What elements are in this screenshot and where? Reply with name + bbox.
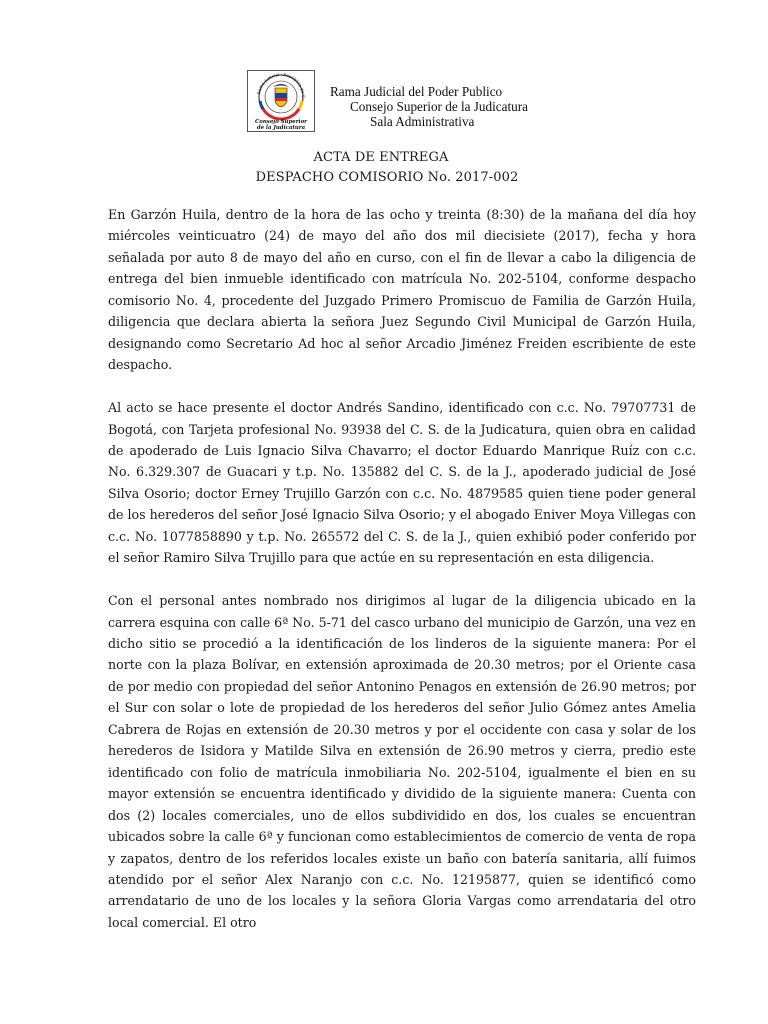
letterhead-line-2: Consejo Superior de la Judicatura [350, 99, 528, 114]
letterhead-line-1: Rama Judicial del Poder Publico [330, 84, 503, 99]
logo-ring-text: Rama Judicial · República de C [256, 71, 307, 98]
document-body [108, 204, 696, 955]
paragraph-1: En Garzón Huila, dentro de la hora de las ocho y treinta (8:30) de la mañana del día hoy miércoles veinticuatro (24) de mayo del año dos mil diecisiete (2017), fecha y hora señalada por auto 8 de mayo del año en curso, con el fin de llevar a cabo la diligencia de entrega del bien inmueble identificado con matrícula No. 202-5104, conforme despacho comisorio No. 4, procedente del Juzgado Primero Promiscuo de Familia de Garzón Huila, diligencia que declara abierta la señora Juez Segundo Civil Municipal de Garzón Huila, designando como Secretario Ad hoc al señor Arcadio Jiménez Freiden escribiente de este despacho. [108, 207, 696, 373]
paragraph-2: Al acto se hace presente el doctor Andrés Sandino, identificado con c.c. No. 79707731 de Bogotá, con Tarjeta profesional No. 93938 del C. S. de la Judicatura, quien obra en calidad de apoderado de Luis Ignacio Silva Chavarro; el doctor Eduardo Manrique Ruíz con c.c. No. 6.329.307 de Guacari y t.p. No. 135882 del C. S. de la J., apoderado judicial de José Silva Osorio; doctor Erney Trujillo Garzón con c.c. No. 4879585 quien tiene poder general de los herederos del señor José Ignacio Silva Osorio; y el abogado Eniver Moya Villegas con c.c. No. 1077858890 y t.p. No. 265572 del C. S. de la J., quien exhibió poder conferido por el señor Ramiro Silva Trujillo para que actúe en su representación en esta diligencia. [108, 400, 697, 566]
rama-judicial-logo [247, 70, 315, 132]
rama-judicial-seal-icon [248, 71, 314, 131]
paragraph-3: Con el personal antes nombrado nos dirigimos al lugar de la diligencia ubicado en la carrera esquina con calle 6ª No. 5-71 del casco urbano del municipio de Garzón, una vez en dicho sitio se procedió a la identificación de los linderos de la siguiente manera: Por el norte con la plaza Bolívar, en extensión aproximada de 20.30 metros; por el Oriente casa de por medio con propiedad del señor Antonino Penagos en extensión de 26.90 metros; por el Sur con solar o lote de propiedad de los herederos del señor Julio Gómez antes Amelia Cabrera de Rojas en extensión de 20.30 metros y por el occidente con casa y solar de los herederos de Isidora y Matilde Silva en extensión de 26.90 metros y cierra, predio este identificado con folio de matrícula inmobiliaria No. 202-5104, igualmente el bien en su mayor extensión se encuentra identificado y dividido de la siguiente manera: Cuenta con dos (2) locales comerciales, uno de ellos subdividido en dos, los cuales se encuentran ubicados sobre la calle 6ª y funcionan como establecimientos de comercio de venta de ropa y zapatos, dentro de los referidos locales existe un baño con batería sanitaria, allí fuimos atendido por el señor Alex Naranjo con c.c. No. 12195877, quien se identificó como arrendatario de uno de los locales y la señora Gloria Vargas como arrendataria del otro local comercial. El otro [108, 593, 696, 930]
letterhead-line-3: Sala Administrativa [370, 114, 475, 129]
logo-caption-2: de la Judicatura [256, 125, 306, 131]
title-line-1: ACTA DE ENTREGA [313, 150, 449, 165]
title-line-2: DESPACHO COMISORIO No. 2017-002 [255, 170, 519, 185]
letterhead [330, 84, 528, 129]
document-title [0, 148, 768, 188]
logo-caption-1: Consejo Superior [254, 119, 308, 125]
